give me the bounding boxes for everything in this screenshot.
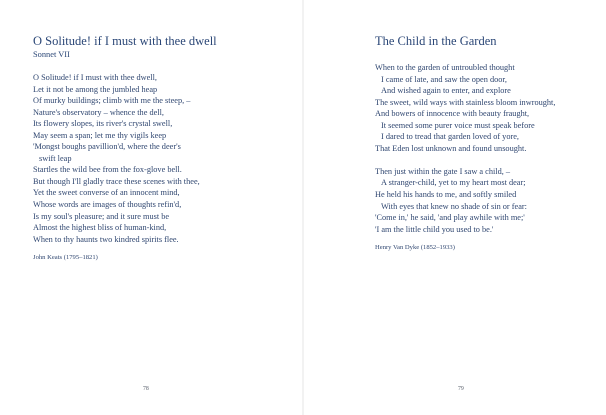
poem-title: O Solitude! if I must with thee dwell: [33, 34, 217, 48]
poem-line: I dared to tread that garden loved of yore,: [381, 132, 519, 142]
poem-line: Is my soul's pleasure; and it sure must be: [33, 211, 170, 221]
poem-line: It seemed some purer voice must speak before: [381, 120, 535, 130]
poem-line: Whose words are images of thoughts refin'd,: [33, 200, 182, 210]
poem-subtitle: Sonnet VII: [33, 50, 70, 59]
poem-line: Its flowery slopes, its river's crystal swell,: [33, 119, 173, 129]
poem-line: I came of late, and saw the open door,: [381, 74, 507, 84]
page-number: 79: [458, 386, 464, 392]
poem-line: That Eden lost unknown and found unsought.: [375, 143, 527, 153]
poem-line: swift leap: [39, 153, 72, 163]
poem-line: Let it not be among the jumbled heap: [33, 84, 158, 94]
poem-line: Startles the wild bee from the fox-glove bell.: [33, 165, 182, 175]
poem-line: Yet the sweet converse of an innocent mind,: [33, 188, 180, 198]
poem-line: With eyes that knew no shade of sin or fear:: [381, 201, 527, 211]
poem-title: The Child in the Garden: [375, 34, 497, 48]
poem-line: 'I am the little child you used to be.': [375, 224, 494, 234]
left-page-content: [33, 34, 288, 262]
poem-line: Then just within the gate I saw a child, –: [375, 166, 511, 176]
poem-body: [375, 62, 595, 235]
stanza-break: [375, 154, 595, 166]
poem-author: John Keats (1795–1821): [33, 254, 98, 262]
poem-line: 'Mongst boughs pavillion'd, where the deer's: [33, 142, 181, 152]
poem-line: And bowers of innocence with beauty fraught,: [375, 109, 530, 119]
poem-line: Nature's observatory – whence the dell,: [33, 107, 164, 117]
poem-line: But though I'll gladly trace these scenes with thee,: [33, 176, 200, 186]
poem-line: He held his hands to me, and softly smiled: [375, 190, 517, 200]
poem-line: A stranger-child, yet to my heart most dear;: [381, 178, 526, 188]
poem-author: Henry Van Dyke (1852–1933): [375, 244, 455, 252]
poem-line: May seem a span; let me thy vigils keep: [33, 130, 167, 140]
poem-line: 'Come in,' he said, 'and play awhile with me;': [375, 213, 525, 223]
page-number: 78: [143, 386, 149, 392]
right-page-content: [375, 34, 595, 252]
poem-line: When to the garden of untroubled thought: [375, 63, 515, 72]
poem-line: O Solitude! if I must with thee dwell,: [33, 73, 157, 82]
poem-line: The sweet, wild ways with stainless bloom inwrought,: [375, 97, 556, 107]
poem-body: [33, 72, 288, 245]
poem-line: And wished again to enter, and explore: [381, 86, 511, 96]
poem-line: When to thy haunts two kindred spirits flee.: [33, 234, 179, 244]
poem-line: Almost the highest bliss of human-kind,: [33, 223, 167, 233]
poem-line: Of murky buildings; climb with me the steep, –: [33, 96, 191, 106]
right-page: [303, 0, 606, 415]
